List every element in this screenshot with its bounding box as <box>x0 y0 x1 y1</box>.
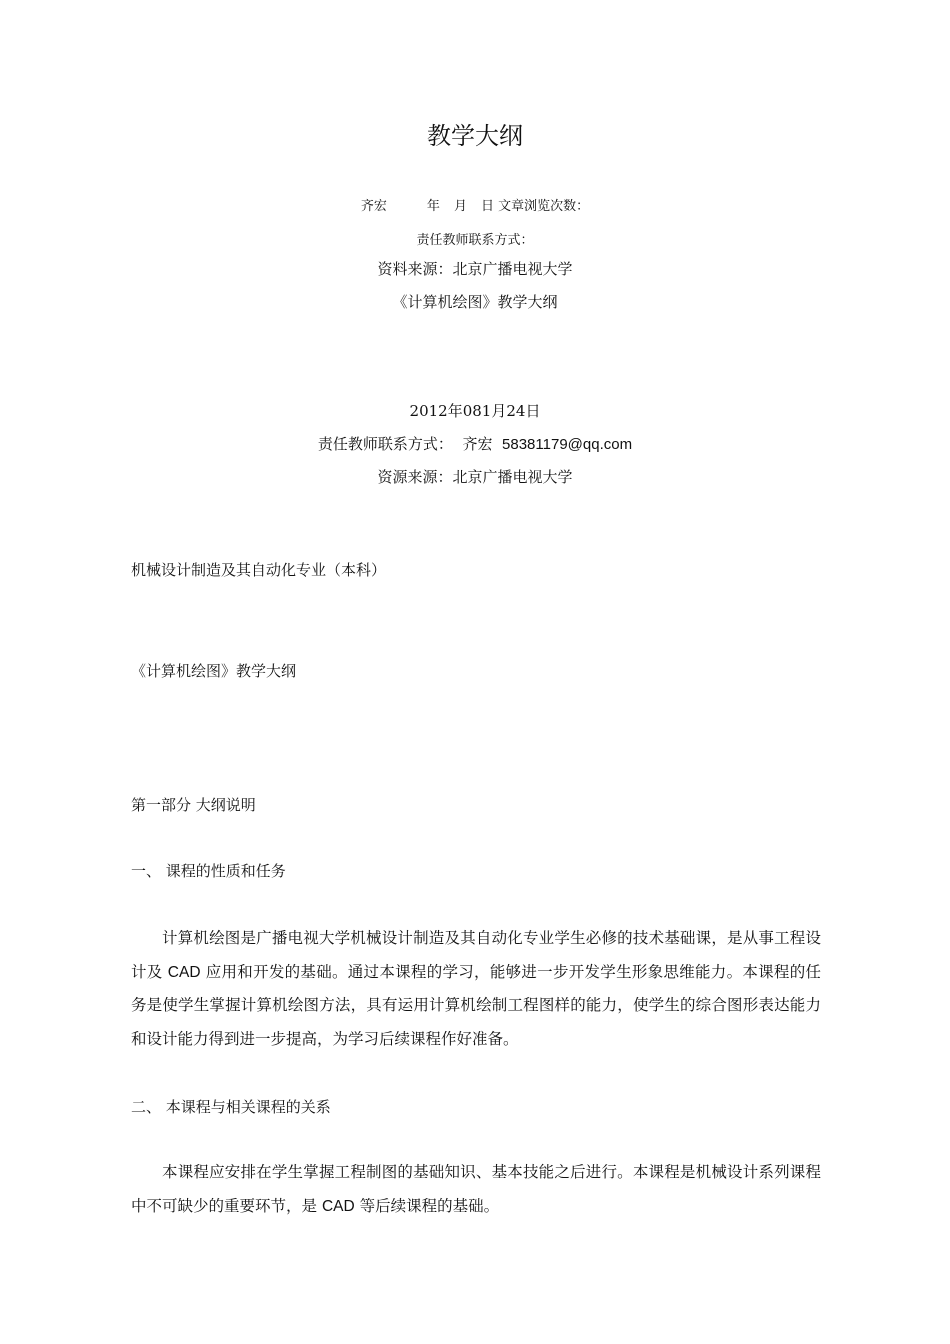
section1-heading: 一、 课程的性质和任务 <box>131 862 286 880</box>
section2-heading: 二、 本课程与相关课程的关系 <box>131 1098 331 1116</box>
major-heading: 机械设计制造及其自动化专业（本科） <box>131 561 387 579</box>
section1-para-text-a: 计算机绘图是广播电视大学机械设计制造及其自动化专业学生必修的技术基础课，是从事工程设计及 <box>131 929 821 981</box>
contact-name: 齐宏 <box>462 435 493 453</box>
meta-source: 资料来源：北京广播电视大学 <box>377 260 573 278</box>
document-date: 2012年081月24日 <box>409 402 541 420</box>
part-heading: 第一部分 大纲说明 <box>131 796 256 814</box>
section1-para-cad: CAD <box>167 963 201 981</box>
section2-paragraph <box>131 1156 821 1223</box>
resource-source: 资源来源：北京广播电视大学 <box>377 468 573 486</box>
contact-label: 责任教师联系方式： <box>317 435 453 453</box>
meta-year: 年 <box>426 199 440 214</box>
document-title: 教学大纲 <box>427 122 523 150</box>
meta-author: 齐宏 <box>360 199 387 214</box>
meta-course-title: 《计算机绘图》教学大纲 <box>392 293 558 311</box>
syllabus-title: 《计算机绘图》教学大纲 <box>131 662 297 680</box>
meta-day-views: 日 文章浏览次数： <box>480 199 590 214</box>
meta-author-date-line <box>0 195 950 214</box>
section1-paragraph <box>131 922 821 1056</box>
meta-month: 月 <box>453 199 467 214</box>
contact-email: 58381179@qq.com <box>502 436 633 453</box>
meta-contact-label: 责任教师联系方式： <box>416 233 534 248</box>
section2-para-cad: CAD <box>321 1197 355 1215</box>
section2-para-text-b: 等后续课程的基础。 <box>354 1196 500 1215</box>
contact-line <box>0 433 950 454</box>
section1-para-text-b: 应用和开发的基础。通过本课程的学习，能够进一步开发学生形象思维能力。本课程的任务是使学生掌握计算机绘图方法，具有运用计算机绘制工程图样的能力，使学生的综合图形表达能力和设计能力得到进一步提高，为学习后续课程作好准备。 <box>131 962 821 1048</box>
section2-para-text-a: 本课程应安排在学生掌握工程制图的基础知识、基本技能之后进行。本课程是机械设计系列课程中不可缺少的重要环节，是 <box>131 1163 821 1215</box>
